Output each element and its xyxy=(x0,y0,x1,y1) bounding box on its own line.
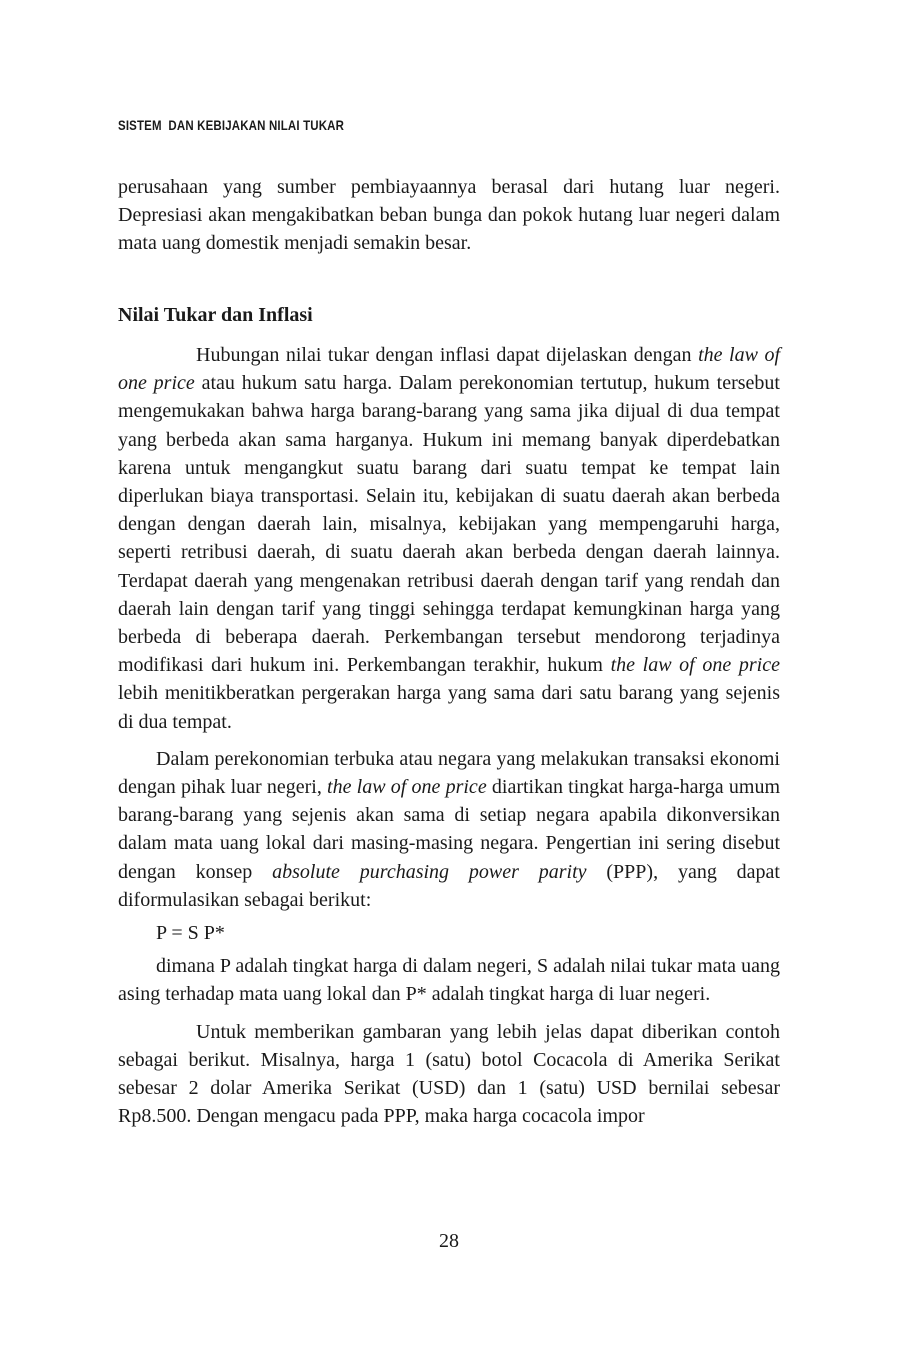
section-body xyxy=(118,341,780,1130)
paragraph-open-economy: Dalam perekonomian terbuka atau negara yang melakukan transaksi ekonomi dengan pihak luar negeri, the law of one price diartikan tingkat harga-harga umum barang-barang yang sejenis akan sama di setiap negara apabila dikonversikan dalam mata uang lokal dari masing-masing negara. Pengertian ini sering disebut dengan konsep absolute purchasing power parity (PPP), yang dapat diformulasikan sebagai berikut: xyxy=(118,747,780,911)
page-number: 28 xyxy=(439,1230,459,1252)
ppp-formula: P = S P* xyxy=(156,922,225,945)
intro-paragraph: perusahaan yang sumber pembiayaannya berasal dari hutang luar negeri. Depresiasi akan mengakibatkan beban bunga dan pokok hutang luar negeri dalam mata uang domestik menjadi semakin besar. xyxy=(118,176,780,255)
paragraph-cocacola-example: Untuk memberikan gambaran yang lebih jelas dapat diberikan contoh sebagai berikut. Misalnya, harga 1 (satu) botol Cocacola di Amerika Serikat sebesar 2 dolar Amerika Serikat (USD) dan 1 (satu) USD bernilai sebesar Rp8.500. Dengan mengacu pada PPP, maka harga cocacola impor xyxy=(118,1020,780,1128)
section-heading: Nilai Tukar dan Inflasi xyxy=(118,304,313,326)
paragraph-law-of-one-price: Hubungan nilai tukar dengan inflasi dapat dijelaskan dengan the law of one price atau hukum satu harga. Dalam perekonomian tertutup, hukum tersebut mengemukakan bahwa harga barang-barang yang sama jika dijual di dua tempat yang berbeda akan sama harganya. Hukum ini memang banyak diperdebatkan karena untuk mengangkut suatu barang dari suatu tempat ke tempat lain diperlukan biaya transportasi. Selain itu, kebijakan di suatu daerah akan berbeda dengan dengan daerah lain, misalnya, kebijakan yang mempengaruhi harga, seperti retribusi daerah, di suatu daerah akan berbeda dengan daerah lainnya. Terdapat daerah yang mengenakan retribusi daerah dengan tarif yang rendah dan daerah lain dengan tarif yang tinggi sehingga terdapat kemungkinan harga yang berbeda di beberapa daerah. Perkembangan tersebut mendorong terjadinya modifikasi dari hukum ini. Perkembangan terakhir, hukum the law of one price lebih menitikberatkan pergerakan harga yang sama dari satu barang yang sejenis di dua tempat. xyxy=(118,344,780,733)
running-header: SISTEM DAN KEBIJAKAN NILAI TUKAR xyxy=(118,117,345,133)
intro-text xyxy=(118,173,780,258)
paragraph-formula-explanation: dimana P adalah tingkat harga di dalam negeri, S adalah nilai tukar mata uang asing terhadap mata uang lokal dan P* adalah tingkat harga di luar negeri. xyxy=(118,955,780,1006)
